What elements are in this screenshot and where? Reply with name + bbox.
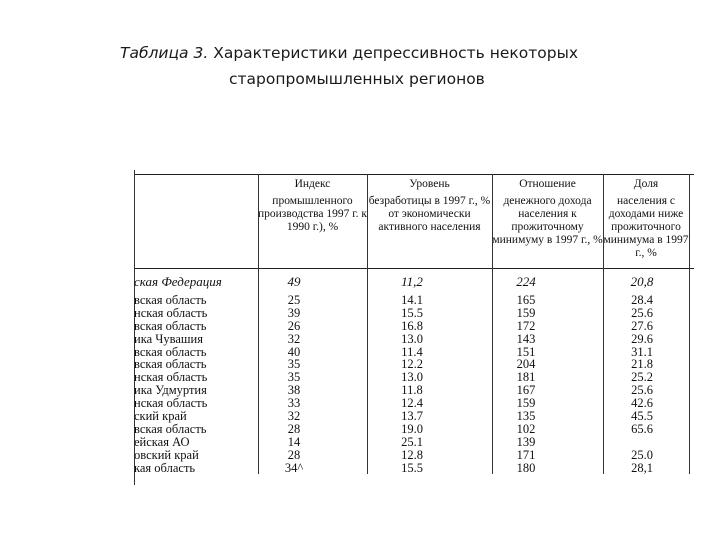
table-cell: 13.0: [401, 370, 423, 385]
table-cell: 28,1: [631, 460, 653, 475]
table-cell: 19.0: [401, 421, 423, 436]
header-subtitle: безработицы в 1997 г., % от экономически активного населения: [368, 195, 491, 233]
header-subtitle: промышленного производства 1997 г. к 1990 г.), %: [258, 195, 367, 233]
scanned-table: [134, 170, 694, 485]
table-cell: 25.6: [631, 383, 653, 398]
region-name: вская область: [134, 294, 207, 307]
table-cell: 25.0: [631, 447, 653, 462]
table-cell: 12.8: [401, 447, 423, 462]
table-cell: 13.7: [401, 409, 423, 424]
header-poverty-share: [603, 178, 689, 260]
table-cell: 28.4: [631, 293, 653, 307]
table-top-rule: [134, 174, 694, 175]
table-row: [134, 449, 694, 462]
table-cell: 45.5: [631, 409, 653, 424]
table-row: [134, 333, 694, 346]
region-name: нская область: [134, 306, 208, 320]
region-name: овский край: [134, 448, 199, 462]
table-cell: 167: [516, 383, 536, 398]
table-cell: 38: [287, 383, 301, 398]
table-cell: 11.8: [401, 383, 423, 398]
region-name: ика Удмуртия: [134, 384, 207, 398]
table-cell: 172: [516, 318, 536, 333]
header-income-ratio: [492, 178, 603, 247]
federation-value: 49: [287, 274, 301, 289]
table-cell: 25.6: [631, 305, 653, 320]
table-cell: 151: [516, 344, 536, 359]
table-cell: 143: [516, 331, 536, 346]
table-cell: 27.6: [631, 318, 653, 333]
table-row: [134, 410, 694, 423]
table-row: [134, 294, 694, 307]
table-cell: 35: [287, 357, 301, 372]
region-name: ика Чувашия: [134, 332, 203, 346]
table-row: [134, 436, 694, 449]
table-cell: 32: [287, 409, 301, 424]
federation-name: ская Федерация: [134, 274, 222, 289]
header-industry-index: [258, 178, 367, 234]
table-cell: 26: [287, 318, 301, 333]
federation-value: 20,8: [630, 274, 654, 289]
table-cell: 16.8: [401, 318, 423, 333]
table-cell: 28: [287, 421, 301, 436]
region-name: вская область: [134, 422, 207, 436]
table-cell: 35: [287, 370, 301, 385]
table-cell: 159: [516, 396, 536, 411]
table-row: [134, 307, 694, 320]
table-row: [134, 423, 694, 436]
title-prefix: Таблица 3.: [120, 44, 209, 62]
table-cell: 13.0: [401, 331, 423, 346]
region-name: нская область: [134, 397, 208, 411]
table-cell: 25: [287, 293, 301, 307]
header-title: Уровень: [409, 178, 450, 190]
header-title: Отношение: [519, 178, 576, 190]
header-subtitle: населения с доходами ниже прожиточного минимума в 1997 г., %: [603, 195, 689, 259]
table-cell: 32: [287, 331, 301, 346]
region-name: ейская АО: [134, 435, 190, 449]
table-cell: 65.6: [631, 421, 653, 436]
title-line-2: старопромышленных регионов: [229, 70, 485, 88]
header-title: Доля: [633, 178, 659, 190]
table-row: [134, 462, 694, 475]
table-row: [134, 320, 694, 333]
region-name: нская область: [134, 371, 208, 385]
header-subtitle: денежного дохода населения к прожиточному минимуму в 1997 г., %: [492, 195, 603, 246]
region-name: ский край: [134, 410, 187, 424]
table-cell: 181: [516, 370, 536, 385]
table-cell: 12.2: [401, 357, 423, 372]
table-cell: 204: [516, 357, 536, 372]
header-unemployment: [367, 178, 492, 234]
table-cell: 15.5: [401, 305, 423, 320]
table-cell: 33: [287, 396, 301, 411]
table-cell: 180: [516, 460, 536, 475]
table-cell: 15.5: [401, 460, 423, 475]
title-line-1: [120, 42, 578, 64]
table-cell: 139: [516, 434, 536, 449]
region-name: вская область: [134, 358, 207, 372]
region-name: вская область: [134, 345, 207, 359]
federation-value: 224: [516, 274, 536, 289]
header-bottom-rule: [134, 268, 694, 269]
table-cell: 14.1: [401, 293, 423, 307]
table-cell: 165: [516, 293, 536, 307]
region-name: кая область: [134, 461, 196, 475]
table-cell: 31.1: [631, 344, 653, 359]
table-cell: 102: [516, 421, 536, 436]
title-text: Характеристики депрессивность некоторых: [208, 44, 579, 62]
table-cell: 12.4: [401, 396, 423, 411]
table-cell: 135: [516, 409, 536, 424]
table-cell: 40: [287, 344, 301, 359]
table-cell: 42.6: [631, 396, 653, 411]
federation-value: 11,2: [401, 274, 423, 289]
header-title: Индекс: [294, 178, 331, 190]
table-cell: 25.2: [631, 370, 653, 385]
table-cell: 21.8: [631, 357, 653, 372]
table-cell: 34^: [284, 460, 304, 475]
table-cell: 28: [287, 447, 301, 462]
table-cell: 29.6: [631, 331, 653, 346]
table-cell: 171: [516, 447, 536, 462]
table-body: [134, 294, 694, 474]
table-cell: 11.4: [401, 344, 423, 359]
table-cell: 39: [287, 305, 301, 320]
table-cell: 14: [287, 434, 301, 449]
table-cell: 159: [516, 305, 536, 320]
region-name: вская область: [134, 319, 207, 333]
table-cell: 25.1: [401, 434, 423, 449]
